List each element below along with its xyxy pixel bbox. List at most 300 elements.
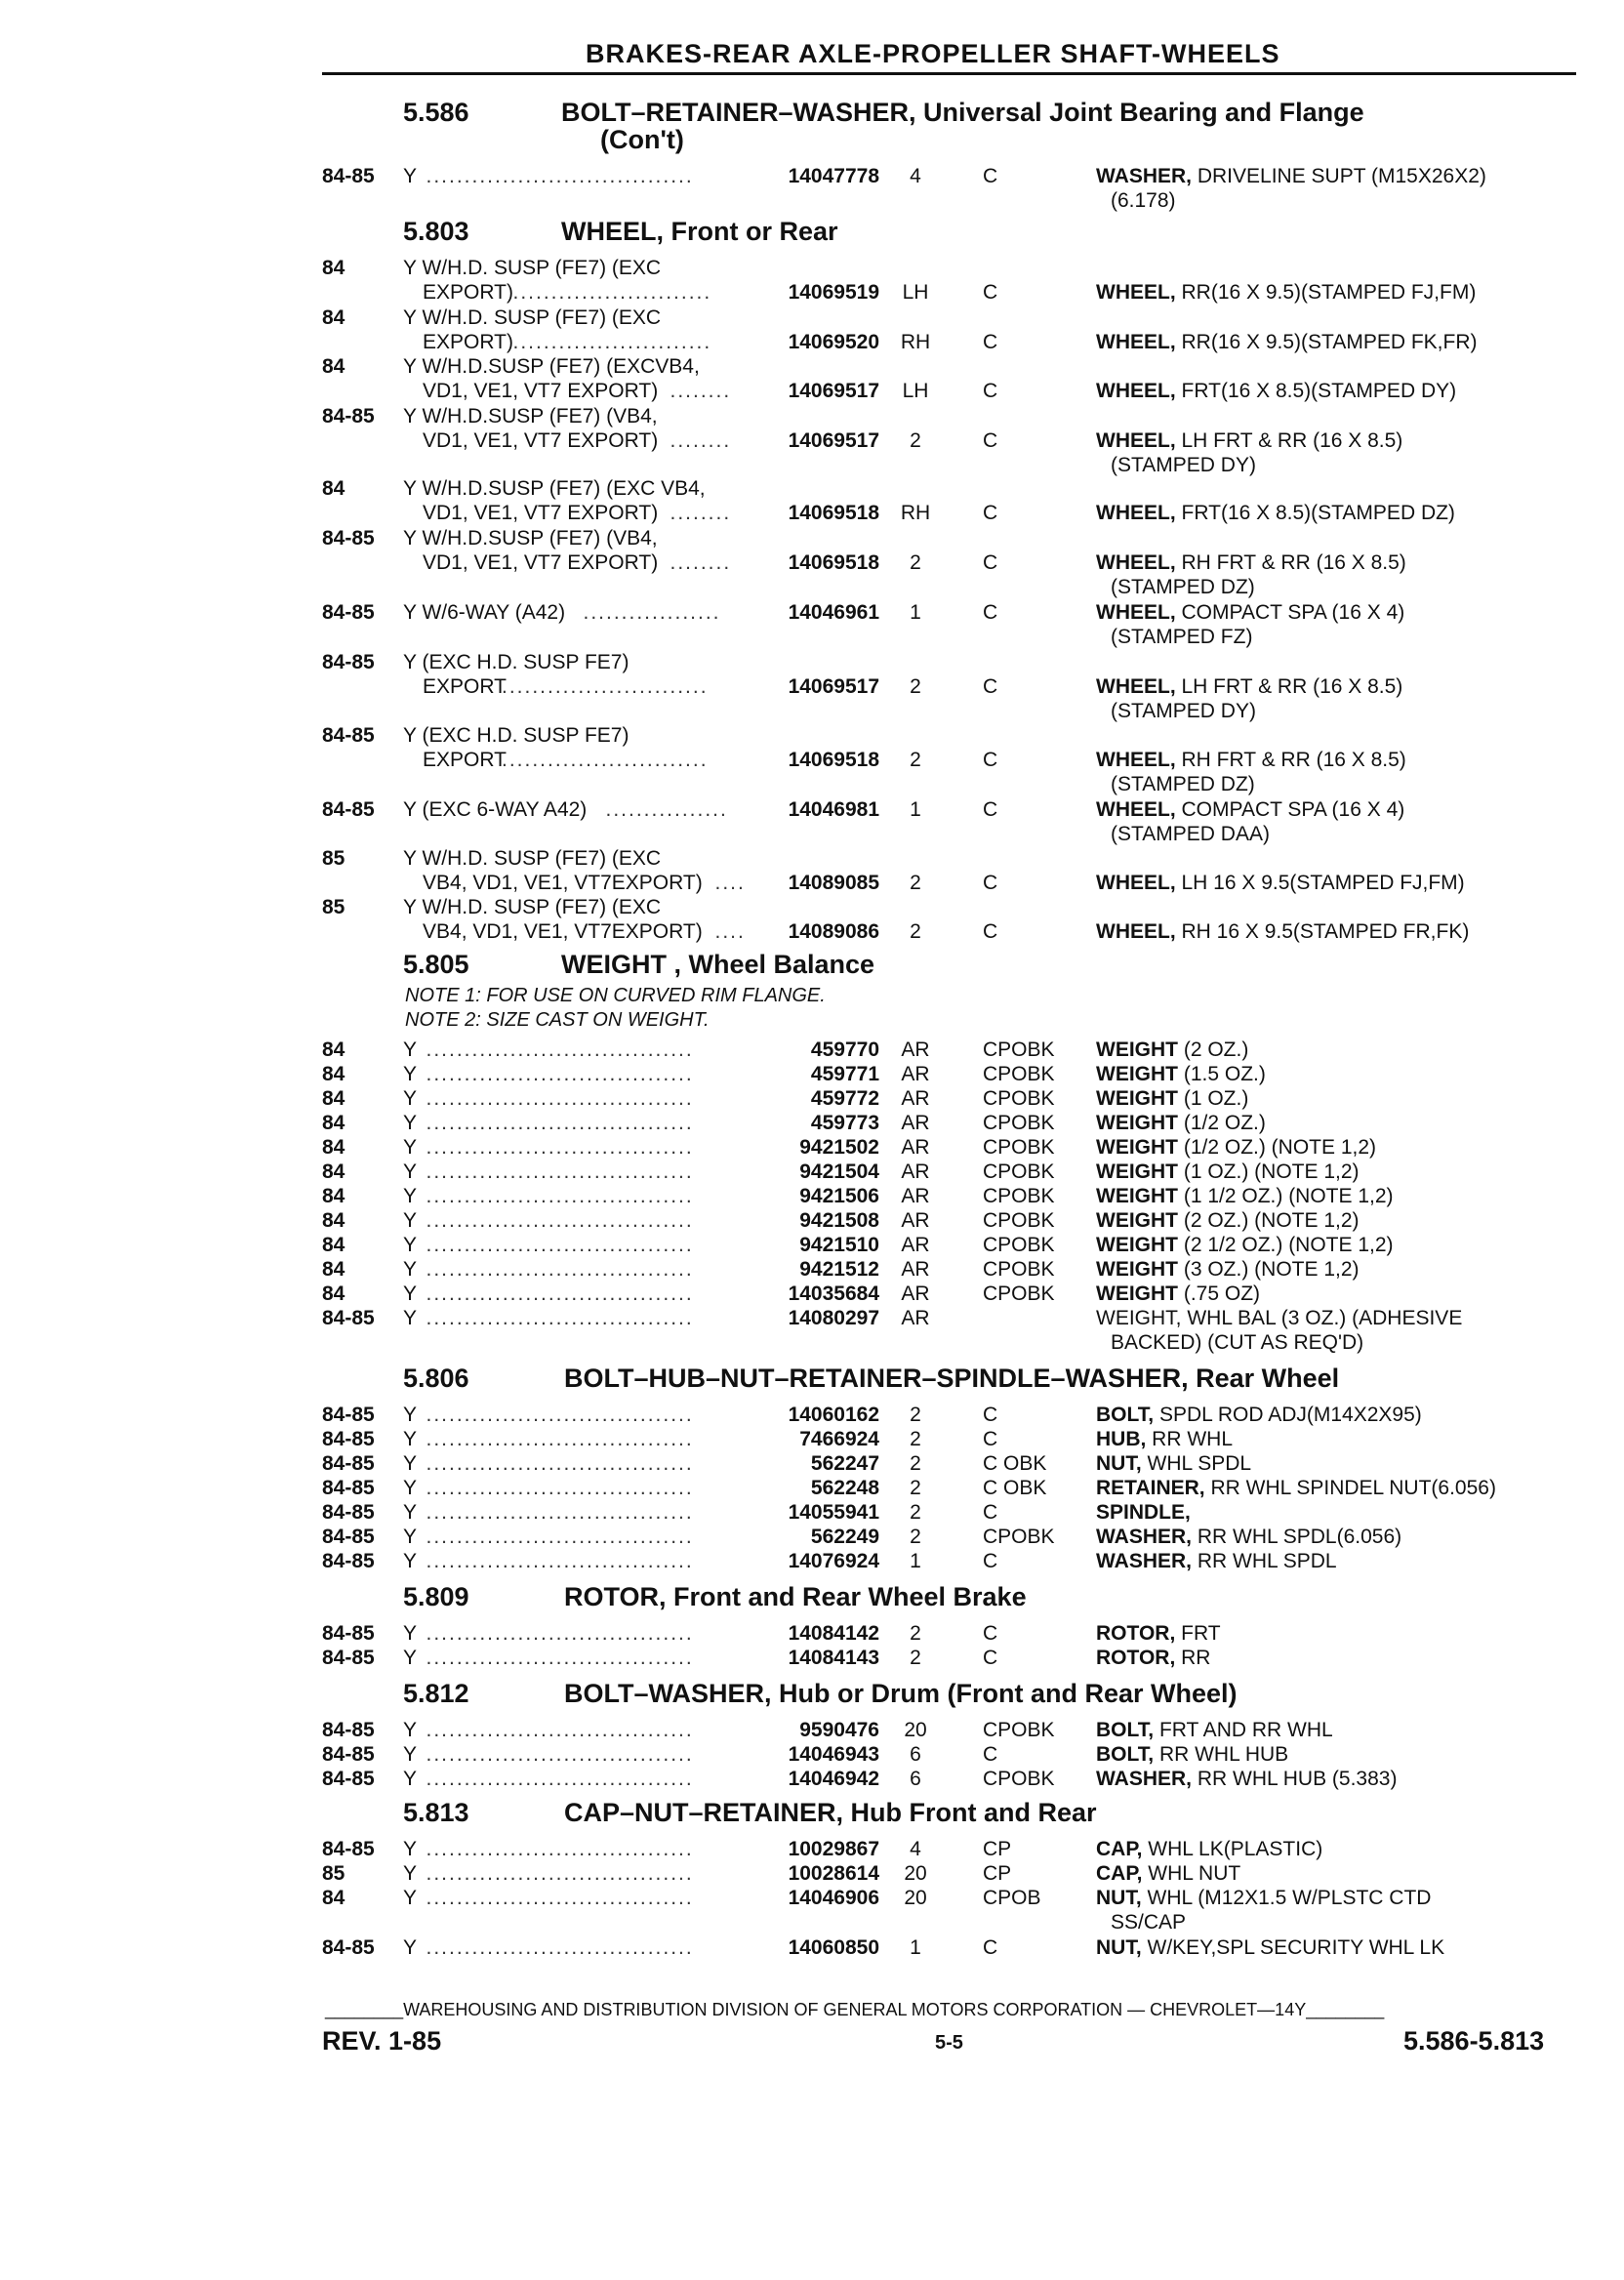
part-description-detail: WHL SPDL bbox=[1141, 1452, 1252, 1475]
application-line2: VB4, VD1, VE1, VT7EXPORT) bbox=[423, 872, 703, 894]
part-description bbox=[1096, 1111, 1266, 1136]
leader-dots: ................................... bbox=[426, 1063, 694, 1085]
part-description bbox=[1096, 1767, 1397, 1792]
part-description-detail: (3 OZ.) (NOTE 1,2) bbox=[1178, 1258, 1360, 1281]
application-line1: Y bbox=[403, 1887, 418, 1909]
part-description-detail: RR WHL SPDL bbox=[1192, 1550, 1337, 1572]
part-number: 14046943 bbox=[788, 1743, 879, 1766]
leader-dots: .... bbox=[714, 872, 746, 894]
model-year: 84 bbox=[322, 1063, 345, 1085]
part-description-detail: RR WHL bbox=[1146, 1428, 1234, 1450]
quantity: 1 bbox=[910, 601, 921, 624]
leader-dots: ........................... bbox=[502, 749, 709, 771]
leader-dots: ................................... bbox=[426, 1743, 694, 1766]
leader-dots: ................................... bbox=[426, 1501, 694, 1524]
section-number: 5.803 bbox=[403, 217, 469, 246]
model-year: 84-85 bbox=[322, 651, 375, 673]
part-number: 14069517 bbox=[788, 380, 879, 402]
part-description-noun: ROTOR, bbox=[1096, 1647, 1176, 1669]
section-number: 5.806 bbox=[403, 1364, 469, 1393]
part-number: 14084142 bbox=[788, 1622, 879, 1645]
part-number: 9421508 bbox=[799, 1209, 879, 1232]
part-description-noun: WEIGHT bbox=[1096, 1234, 1178, 1256]
quantity: RH bbox=[900, 502, 931, 524]
model-year: 84 bbox=[322, 1112, 345, 1134]
part-description-noun: RETAINER, bbox=[1096, 1477, 1205, 1499]
leader-dots: ................................... bbox=[426, 1087, 694, 1110]
part-description bbox=[1096, 1935, 1444, 1961]
part-description bbox=[1096, 1549, 1337, 1574]
part-description bbox=[1096, 748, 1406, 773]
source-code: CPOBK bbox=[983, 1087, 1055, 1110]
model-year: 84-85 bbox=[322, 1719, 375, 1741]
part-number: 9590476 bbox=[799, 1719, 879, 1741]
part-description-detail: (1.5 OZ.) bbox=[1178, 1063, 1266, 1085]
leader-dots: ................................... bbox=[426, 1282, 694, 1305]
part-description bbox=[1096, 919, 1469, 945]
source-code: C bbox=[983, 675, 998, 698]
leader-dots: ................................... bbox=[426, 1185, 694, 1207]
part-description-detail: RR(16 X 9.5)(STAMPED FK,FR) bbox=[1175, 331, 1478, 353]
leader-dots: ................................... bbox=[426, 1838, 694, 1860]
application-line1: Y bbox=[403, 1526, 418, 1548]
model-year: 84 bbox=[322, 1887, 345, 1909]
source-code: CPOBK bbox=[983, 1038, 1055, 1061]
part-description-detail: WHL (M12X1.5 W/PLSTC CTD bbox=[1141, 1887, 1432, 1909]
part-number: 14069518 bbox=[788, 551, 879, 574]
part-description-noun: WEIGHT bbox=[1096, 1185, 1178, 1207]
source-code: CPOBK bbox=[983, 1112, 1055, 1134]
source-code: C OBK bbox=[983, 1477, 1047, 1499]
part-description-detail: WHL NUT bbox=[1142, 1862, 1241, 1885]
section-continued: (Con't) bbox=[600, 125, 684, 154]
application-line1: Y bbox=[403, 1838, 418, 1860]
section-number: 5.805 bbox=[403, 950, 469, 979]
section-number: 5.586 bbox=[403, 98, 469, 127]
model-year: 84-85 bbox=[322, 1526, 375, 1548]
part-number: 14069518 bbox=[788, 502, 879, 524]
model-year: 84-85 bbox=[322, 601, 375, 624]
part-description-detail: COMPACT SPA (16 X 4) bbox=[1175, 798, 1405, 821]
part-description-line2: (STAMPED DZ) bbox=[1111, 773, 1255, 795]
application-line1: Y bbox=[403, 1282, 418, 1305]
part-description-detail: RH FRT & RR (16 X 8.5) bbox=[1175, 551, 1406, 574]
source-code: CPOBK bbox=[983, 1185, 1055, 1207]
part-description-detail: LH FRT & RR (16 X 8.5) bbox=[1175, 675, 1403, 698]
model-year: 84-85 bbox=[322, 1452, 375, 1475]
section-title: WHEEL, Front or Rear bbox=[561, 217, 838, 246]
part-number: 14069519 bbox=[788, 281, 879, 304]
part-description-noun: WASHER, bbox=[1096, 1550, 1193, 1572]
leader-dots: ........ bbox=[670, 551, 732, 574]
application-line1: Y bbox=[403, 1862, 418, 1885]
part-description bbox=[1096, 1086, 1248, 1112]
application-line1: Y bbox=[403, 165, 418, 187]
quantity: 2 bbox=[910, 1452, 921, 1475]
source-code: C bbox=[983, 1550, 998, 1572]
quantity: 2 bbox=[910, 749, 921, 771]
source-code: C bbox=[983, 1622, 998, 1645]
leader-dots: ................................... bbox=[426, 1647, 694, 1669]
part-description-noun: WASHER, bbox=[1096, 165, 1193, 187]
part-description-noun: WHEEL, bbox=[1096, 281, 1176, 304]
part-number: 9421504 bbox=[799, 1160, 879, 1183]
model-year: 84-85 bbox=[322, 405, 375, 428]
application-line1: Y bbox=[403, 1477, 418, 1499]
quantity: 2 bbox=[910, 1622, 921, 1645]
quantity: 2 bbox=[910, 675, 921, 698]
part-description-detail: RR WHL SPINDEL NUT(6.056) bbox=[1204, 1477, 1496, 1499]
leader-dots: ........ bbox=[670, 502, 732, 524]
quantity: 2 bbox=[910, 1428, 921, 1450]
quantity: 2 bbox=[910, 920, 921, 943]
part-number: 14089085 bbox=[788, 872, 879, 894]
part-description-detail: RR bbox=[1175, 1647, 1211, 1669]
application-line1: Y bbox=[403, 1550, 418, 1572]
leader-dots: ................................... bbox=[426, 1477, 694, 1499]
source-code: C bbox=[983, 1647, 998, 1669]
application-line1: Y (EXC H.D. SUSP FE7) bbox=[403, 651, 629, 673]
part-description bbox=[1096, 1160, 1360, 1185]
application-line1: Y W/H.D. SUSP (FE7) (EXC bbox=[403, 257, 662, 279]
leader-dots: ................................... bbox=[426, 1887, 694, 1909]
leader-dots: ................................... bbox=[426, 1404, 694, 1426]
quantity: AR bbox=[901, 1136, 930, 1159]
part-description-detail: WEIGHT, WHL BAL (3 OZ.) (ADHESIVE bbox=[1096, 1307, 1463, 1329]
quantity: AR bbox=[901, 1258, 930, 1281]
part-description-noun: WHEEL, bbox=[1096, 380, 1176, 402]
application-line1: Y bbox=[403, 1063, 418, 1085]
source-code: C bbox=[983, 1428, 998, 1450]
part-description-detail: FRT(16 X 8.5)(STAMPED DY) bbox=[1175, 380, 1457, 402]
part-number: 459773 bbox=[810, 1112, 879, 1134]
part-description bbox=[1096, 797, 1404, 823]
part-number: 9421510 bbox=[799, 1234, 879, 1256]
leader-dots: .......................... bbox=[512, 281, 712, 304]
part-description bbox=[1096, 1208, 1360, 1234]
model-year: 84-85 bbox=[322, 1768, 375, 1790]
application-line1: Y bbox=[403, 1209, 418, 1232]
leader-dots: ................................... bbox=[426, 1768, 694, 1790]
application-line1: Y W/H.D.SUSP (FE7) (EXC VB4, bbox=[403, 477, 706, 500]
application-line1: Y bbox=[403, 1428, 418, 1450]
part-description-noun: NUT, bbox=[1096, 1452, 1142, 1475]
application-line1: Y bbox=[403, 1038, 418, 1061]
application-line2: EXPORT) bbox=[423, 281, 513, 304]
leader-dots: ................................... bbox=[426, 1160, 694, 1183]
leader-dots: ................................... bbox=[426, 1112, 694, 1134]
model-year: 84 bbox=[322, 306, 345, 329]
part-description bbox=[1096, 1451, 1251, 1477]
quantity: AR bbox=[901, 1063, 930, 1085]
source-code: C bbox=[983, 331, 998, 353]
part-description-detail: RH FRT & RR (16 X 8.5) bbox=[1175, 749, 1406, 771]
quantity: AR bbox=[901, 1185, 930, 1207]
part-number: 10029867 bbox=[788, 1838, 879, 1860]
part-description bbox=[1096, 1038, 1248, 1063]
part-description-noun: BOLT, bbox=[1096, 1719, 1155, 1741]
quantity: 2 bbox=[910, 1526, 921, 1548]
part-number: 14069517 bbox=[788, 429, 879, 452]
leader-dots: .................. bbox=[583, 601, 721, 624]
part-number: 14069518 bbox=[788, 749, 879, 771]
part-description-noun: CAP, bbox=[1096, 1838, 1143, 1860]
part-description-line2: (STAMPED DY) bbox=[1111, 454, 1256, 476]
source-code: CPOBK bbox=[983, 1063, 1055, 1085]
section-number: 5.813 bbox=[403, 1798, 469, 1827]
part-description-detail: FRT bbox=[1175, 1622, 1221, 1645]
application-line1: Y bbox=[403, 1160, 418, 1183]
footer-line: ________WAREHOUSING AND DISTRIBUTION DIVISION OF GENERAL MOTORS CORPORATION — CHEVROLET—14Y________ bbox=[325, 2000, 1385, 2019]
source-code: C bbox=[983, 551, 998, 574]
quantity: 6 bbox=[910, 1743, 921, 1766]
part-description bbox=[1096, 871, 1465, 896]
application-line1: Y bbox=[403, 1936, 418, 1959]
model-year: 84-85 bbox=[322, 165, 375, 187]
application-line2: EXPORT) bbox=[423, 331, 513, 353]
part-description-detail: LH FRT & RR (16 X 8.5) bbox=[1175, 429, 1403, 452]
quantity: AR bbox=[901, 1209, 930, 1232]
model-year: 84 bbox=[322, 1160, 345, 1183]
quantity: 20 bbox=[904, 1719, 927, 1741]
quantity: LH bbox=[902, 281, 929, 304]
part-description-detail: RR(16 X 9.5)(STAMPED FJ,FM) bbox=[1175, 281, 1477, 304]
part-description bbox=[1096, 379, 1456, 404]
part-description-noun: WHEEL, bbox=[1096, 675, 1176, 698]
part-description-noun: WHEEL, bbox=[1096, 331, 1176, 353]
leader-dots: ................................... bbox=[426, 1622, 694, 1645]
model-year: 84-85 bbox=[322, 1936, 375, 1959]
application-line2: VD1, VE1, VT7 EXPORT) bbox=[423, 502, 659, 524]
source-code: C bbox=[983, 1404, 998, 1426]
part-description-line2: (STAMPED DY) bbox=[1111, 700, 1256, 722]
part-description bbox=[1096, 1886, 1431, 1911]
part-description-detail: (2 OZ.) bbox=[1178, 1038, 1249, 1061]
application-line2: EXPORT bbox=[423, 675, 507, 698]
source-code: CPOBK bbox=[983, 1209, 1055, 1232]
model-year: 84-85 bbox=[322, 1404, 375, 1426]
part-description bbox=[1096, 280, 1476, 305]
part-description-line2: BACKED) (CUT AS REQ'D) bbox=[1111, 1331, 1364, 1354]
quantity: AR bbox=[901, 1112, 930, 1134]
section-note: NOTE 1: FOR USE ON CURVED RIM FLANGE. bbox=[405, 985, 826, 1006]
quantity: 2 bbox=[910, 429, 921, 452]
application-line1: Y bbox=[403, 1234, 418, 1256]
part-number: 9421512 bbox=[799, 1258, 879, 1281]
part-description bbox=[1096, 330, 1478, 355]
model-year: 84 bbox=[322, 1038, 345, 1061]
part-description-line2: (6.178) bbox=[1111, 189, 1176, 212]
part-description bbox=[1096, 550, 1406, 576]
part-number: 14069517 bbox=[788, 675, 879, 698]
application-line1: Y (EXC 6-WAY A42) bbox=[403, 798, 588, 821]
part-description bbox=[1096, 1233, 1394, 1258]
section-title: CAP–NUT–RETAINER, Hub Front and Rear bbox=[564, 1798, 1097, 1827]
source-code: CPOBK bbox=[983, 1258, 1055, 1281]
part-number: 14035684 bbox=[788, 1282, 879, 1305]
part-description bbox=[1096, 600, 1404, 626]
part-description-detail: (1 OZ.) (NOTE 1,2) bbox=[1178, 1160, 1360, 1183]
model-year: 84-85 bbox=[322, 1477, 375, 1499]
quantity: 6 bbox=[910, 1768, 921, 1790]
quantity: AR bbox=[901, 1307, 930, 1329]
part-number: 9421502 bbox=[799, 1136, 879, 1159]
model-year: 84 bbox=[322, 1136, 345, 1159]
leader-dots: ................................... bbox=[426, 1526, 694, 1548]
part-description-noun: WHEEL, bbox=[1096, 429, 1176, 452]
source-code: C bbox=[983, 920, 998, 943]
application-line1: Y W/H.D.SUSP (FE7) (VB4, bbox=[403, 527, 658, 550]
part-description bbox=[1096, 1476, 1496, 1501]
part-description bbox=[1096, 1306, 1462, 1331]
page-header-title: BRAKES-REAR AXLE-PROPELLER SHAFT-WHEELS bbox=[586, 39, 1280, 68]
part-number: 14046942 bbox=[788, 1768, 879, 1790]
quantity: 1 bbox=[910, 1936, 921, 1959]
part-description-noun: WHEEL, bbox=[1096, 872, 1176, 894]
part-description-noun: WHEEL, bbox=[1096, 749, 1176, 771]
part-description-detail: DRIVELINE SUPT (M15X26X2) bbox=[1192, 165, 1486, 187]
source-code: CPOBK bbox=[983, 1234, 1055, 1256]
source-code: C bbox=[983, 1501, 998, 1524]
quantity: 2 bbox=[910, 1404, 921, 1426]
section-title: BOLT–WASHER, Hub or Drum (Front and Rear Wheel) bbox=[564, 1679, 1238, 1708]
quantity: 4 bbox=[910, 165, 921, 187]
quantity: 2 bbox=[910, 1647, 921, 1669]
source-code: CP bbox=[983, 1838, 1012, 1860]
part-description bbox=[1096, 1403, 1422, 1428]
source-code: C bbox=[983, 165, 998, 187]
leader-dots: .... bbox=[714, 920, 746, 943]
part-description-detail: SPDL ROD ADJ(M14X2X95) bbox=[1154, 1404, 1422, 1426]
part-description-detail: W/KEY,SPL SECURITY WHL LK bbox=[1141, 1936, 1445, 1959]
part-description bbox=[1096, 1184, 1394, 1209]
source-code: CPOBK bbox=[983, 1282, 1055, 1305]
part-number: 562248 bbox=[810, 1477, 879, 1499]
model-year: 84-85 bbox=[322, 1743, 375, 1766]
model-year: 84-85 bbox=[322, 798, 375, 821]
part-description-noun: WHEEL, bbox=[1096, 502, 1176, 524]
part-description-line2: (STAMPED DAA) bbox=[1111, 823, 1270, 845]
part-description bbox=[1096, 1861, 1240, 1887]
section-title: ROTOR, Front and Rear Wheel Brake bbox=[564, 1582, 1027, 1611]
part-description-line2: SS/CAP bbox=[1111, 1911, 1187, 1934]
part-description bbox=[1096, 428, 1402, 454]
model-year: 85 bbox=[322, 847, 345, 870]
leader-dots: ........ bbox=[670, 380, 732, 402]
source-code: C bbox=[983, 1936, 998, 1959]
application-line2: VD1, VE1, VT7 EXPORT) bbox=[423, 380, 659, 402]
application-line1: Y W/H.D.SUSP (FE7) (VB4, bbox=[403, 405, 658, 428]
quantity: AR bbox=[901, 1087, 930, 1110]
part-description-noun: ROTOR, bbox=[1096, 1622, 1176, 1645]
leader-dots: ................................... bbox=[426, 1428, 694, 1450]
leader-dots: ................................... bbox=[426, 1209, 694, 1232]
application-line1: Y bbox=[403, 1768, 418, 1790]
application-line1: Y W/H.D.SUSP (FE7) (EXCVB4, bbox=[403, 355, 700, 378]
model-year: 84 bbox=[322, 257, 345, 279]
leader-dots: ................................... bbox=[426, 1038, 694, 1061]
part-description bbox=[1096, 1427, 1233, 1452]
leader-dots: ................................... bbox=[426, 1452, 694, 1475]
source-code: CPOB bbox=[983, 1887, 1041, 1909]
part-description-noun: WHEEL, bbox=[1096, 920, 1176, 943]
model-year: 85 bbox=[322, 896, 345, 918]
quantity: 20 bbox=[904, 1887, 927, 1909]
model-year: 84-85 bbox=[322, 1550, 375, 1572]
part-description-noun: WEIGHT bbox=[1096, 1087, 1178, 1110]
source-code: C OBK bbox=[983, 1452, 1047, 1475]
source-code: C bbox=[983, 502, 998, 524]
model-year: 84-85 bbox=[322, 1647, 375, 1669]
quantity: 2 bbox=[910, 872, 921, 894]
part-description bbox=[1096, 1646, 1210, 1671]
source-code: C bbox=[983, 380, 998, 402]
revision-label: REV. 1-85 bbox=[322, 2026, 442, 2056]
part-number: 562247 bbox=[810, 1452, 879, 1475]
source-code: CPOBK bbox=[983, 1160, 1055, 1183]
application-line1: Y bbox=[403, 1501, 418, 1524]
part-description bbox=[1096, 1282, 1260, 1307]
part-description-detail: (1/2 OZ.) (NOTE 1,2) bbox=[1178, 1136, 1377, 1159]
application-line1: Y bbox=[403, 1136, 418, 1159]
quantity: 20 bbox=[904, 1862, 927, 1885]
application-line1: Y bbox=[403, 1087, 418, 1110]
part-number: 14080297 bbox=[788, 1307, 879, 1329]
part-description-detail: RH 16 X 9.5(STAMPED FR,FK) bbox=[1175, 920, 1470, 943]
part-description bbox=[1096, 1837, 1322, 1862]
model-year: 84 bbox=[322, 477, 345, 500]
part-number: 7466924 bbox=[799, 1428, 879, 1450]
leader-dots: ................................... bbox=[426, 165, 694, 187]
leader-dots: ................ bbox=[605, 798, 728, 821]
part-description bbox=[1096, 1718, 1333, 1743]
part-description-noun: WHEEL, bbox=[1096, 551, 1176, 574]
quantity: 4 bbox=[910, 1838, 921, 1860]
application-line1: Y W/6-WAY (A42) bbox=[403, 601, 566, 624]
part-number: 459771 bbox=[810, 1063, 879, 1085]
part-description-noun: BOLT, bbox=[1096, 1743, 1155, 1766]
application-line1: Y (EXC H.D. SUSP FE7) bbox=[403, 724, 629, 747]
model-year: 84 bbox=[322, 1258, 345, 1281]
part-number: 10028614 bbox=[788, 1862, 879, 1885]
model-year: 84 bbox=[322, 1209, 345, 1232]
part-number: 562249 bbox=[810, 1526, 879, 1548]
leader-dots: ................................... bbox=[426, 1550, 694, 1572]
leader-dots: ................................... bbox=[426, 1719, 694, 1741]
part-description-noun: WEIGHT bbox=[1096, 1038, 1178, 1061]
source-code: C bbox=[983, 281, 998, 304]
leader-dots: ................................... bbox=[426, 1136, 694, 1159]
part-description-noun: WEIGHT bbox=[1096, 1112, 1178, 1134]
section-title: BOLT–RETAINER–WASHER, Universal Joint Bearing and Flange bbox=[561, 98, 1364, 127]
part-description-detail: (1/2 OZ.) bbox=[1178, 1112, 1266, 1134]
part-description-noun: SPINDLE, bbox=[1096, 1501, 1191, 1524]
leader-dots: ................................... bbox=[426, 1307, 694, 1329]
application-line1: Y bbox=[403, 1719, 418, 1741]
part-description bbox=[1096, 164, 1486, 189]
model-year: 84-85 bbox=[322, 1622, 375, 1645]
part-description-detail: RR WHL HUB bbox=[1154, 1743, 1289, 1766]
application-line1: Y bbox=[403, 1112, 418, 1134]
model-year: 84 bbox=[322, 1087, 345, 1110]
part-description-detail: (.75 OZ) bbox=[1178, 1282, 1261, 1305]
part-description-detail: WHL LK(PLASTIC) bbox=[1142, 1838, 1323, 1860]
part-description-detail: FRT AND RR WHL bbox=[1154, 1719, 1333, 1741]
part-description-noun: NUT, bbox=[1096, 1936, 1142, 1959]
part-number: 14047778 bbox=[788, 165, 879, 187]
application-line2: EXPORT bbox=[423, 749, 507, 771]
page-number: 5-5 bbox=[935, 2032, 963, 2054]
